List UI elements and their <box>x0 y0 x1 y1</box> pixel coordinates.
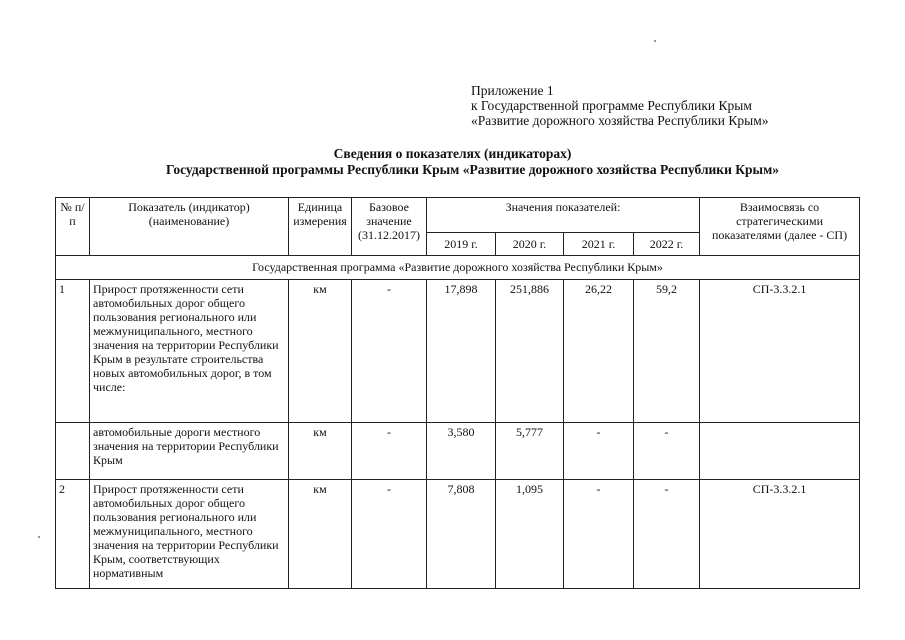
table-row <box>56 280 860 423</box>
row-value-2021: - <box>564 480 634 589</box>
row-base: - <box>352 423 427 480</box>
row-num: 2 <box>56 480 90 589</box>
heading-line-2: Государственной программы Республики Крым «Развитие дорожного хозяйства Республики Крым» <box>165 162 780 177</box>
row-unit: км <box>289 480 352 589</box>
row-link: СП-3.3.2.1 <box>700 480 860 589</box>
header-link: Взаимосвязь со стратегическими показателями (далее - СП) <box>700 198 860 256</box>
row-value-2020: 251,886 <box>496 280 564 423</box>
header-values-group: Значения показателей: <box>427 198 700 233</box>
section-row <box>56 256 860 280</box>
row-value-2020: 5,777 <box>496 423 564 480</box>
row-value-2022: - <box>634 480 700 589</box>
indicators-table-wrapper <box>55 197 859 589</box>
row-indicator: автомобильные дороги местного значения на территории Республики Крым <box>90 423 289 480</box>
header-unit: Единица измерения <box>289 198 352 256</box>
section-title: Государственная программа «Развитие дорожного хозяйства Республики Крым» <box>56 256 860 280</box>
appendix-line-3: «Развитие дорожного хозяйства Республики Крым» <box>471 113 769 128</box>
header-year: 2020 г. <box>496 233 564 256</box>
row-link <box>700 423 860 480</box>
row-num: 1 <box>56 280 90 423</box>
row-base: - <box>352 480 427 589</box>
row-indicator: Прирост протяженности сети автомобильных дорог общего пользования регионального или межмуниципального, местного значения на территории Республики Крым в результате строительства новых автомобильных дорог, в том числе: <box>90 280 289 423</box>
appendix-line-1: Приложение 1 <box>471 83 554 98</box>
header-indicator: Показатель (индикатор) (наименование) <box>90 198 289 256</box>
header-year: 2022 г. <box>634 233 700 256</box>
heading-line-1: Сведения о показателях (индикаторах) <box>333 146 572 161</box>
header-year: 2019 г. <box>427 233 496 256</box>
header-year: 2021 г. <box>564 233 634 256</box>
document-heading <box>0 146 905 178</box>
row-value-2020: 1,095 <box>496 480 564 589</box>
header-row <box>56 198 860 233</box>
row-value-2022: - <box>634 423 700 480</box>
scan-speck <box>654 40 656 42</box>
row-link: СП-3.3.2.1 <box>700 280 860 423</box>
table-row <box>56 480 860 589</box>
scan-speck <box>38 536 40 538</box>
row-value-2022: 59,2 <box>634 280 700 423</box>
header-base: Базовое значение (31.12.2017) <box>352 198 427 256</box>
row-value-2021: 26,22 <box>564 280 634 423</box>
row-num <box>56 423 90 480</box>
row-unit: км <box>289 280 352 423</box>
row-base: - <box>352 280 427 423</box>
row-unit: км <box>289 423 352 480</box>
row-value-2021: - <box>564 423 634 480</box>
row-value-2019: 17,898 <box>427 280 496 423</box>
row-value-2019: 3,580 <box>427 423 496 480</box>
row-value-2019: 7,808 <box>427 480 496 589</box>
row-indicator: Прирост протяженности сети автомобильных дорог общего пользования регионального или межмуниципального, местного значения на территории Республики Крым, соответствующих нормативным <box>90 480 289 589</box>
indicators-table <box>55 197 860 589</box>
appendix-line-2: к Государственной программе Республики Крым <box>471 98 752 113</box>
appendix-note <box>471 83 769 128</box>
table-row <box>56 423 860 480</box>
header-num: № п/п <box>56 198 90 256</box>
